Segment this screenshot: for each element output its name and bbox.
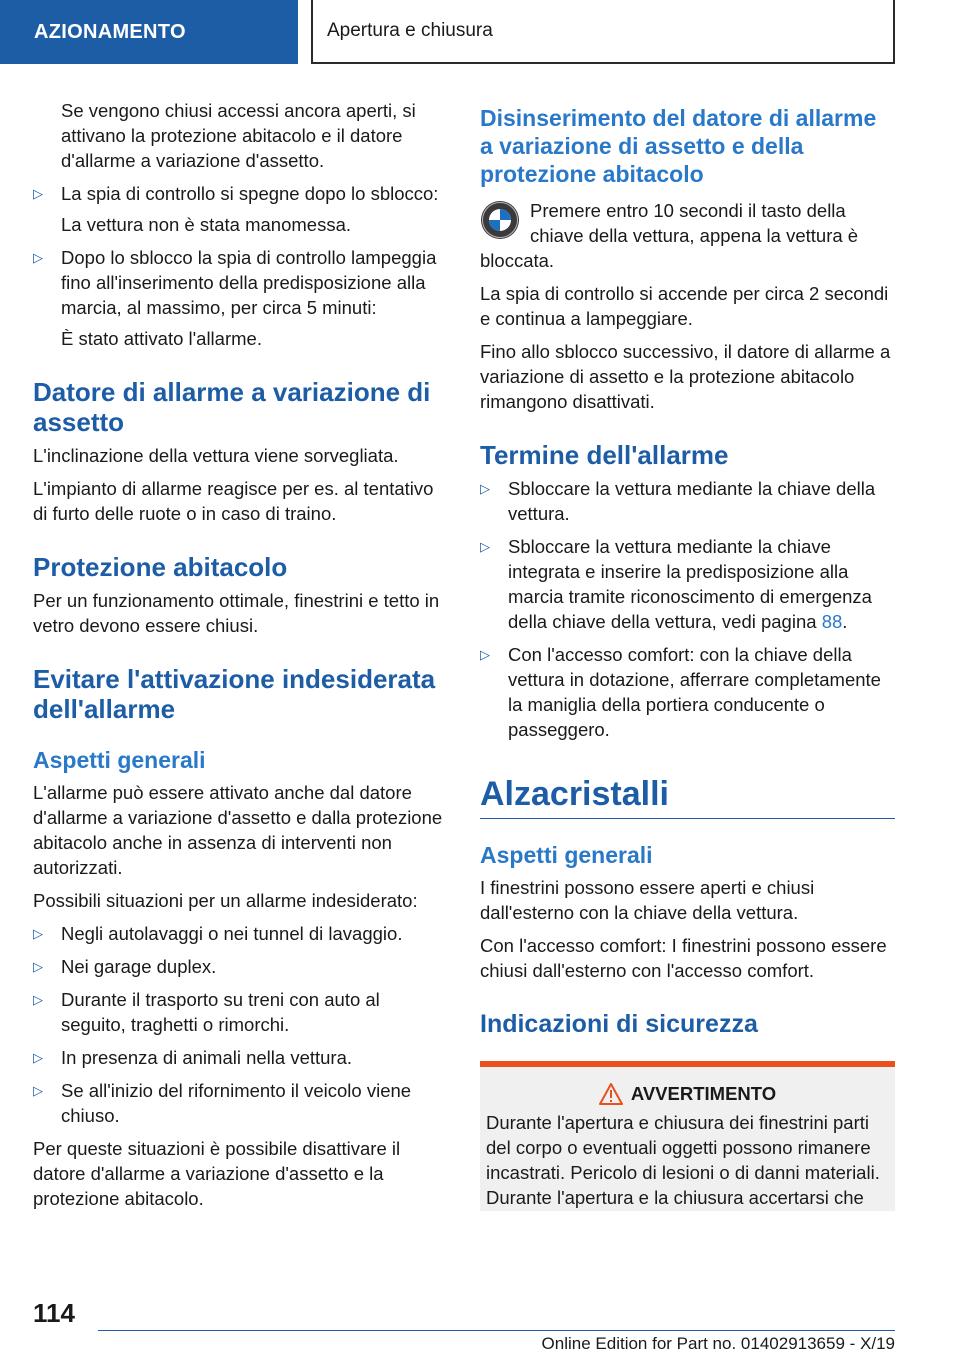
heading-interior-protection: Protezione abitacolo xyxy=(33,552,288,582)
triangle-right-icon: ▷ xyxy=(33,926,43,941)
list-item: ▷ Durante il trasporto su treni con auto al seguito, traghetti o rimorchi. xyxy=(33,989,380,1035)
triangle-right-icon: ▷ xyxy=(480,647,490,662)
list-item: ▷ Dopo lo sblocco la spia di controllo lampeggia fino all'inserimento della predisposizione alla marcia, al massimo, per circa 5 minuti: È stato attivato l'allarme. xyxy=(33,247,437,349)
subheading-general: Aspetti generali xyxy=(33,747,206,773)
list-item: ▷ La spia di controllo si spegne dopo lo sblocco: La vettura non è stata manomessa. xyxy=(33,183,439,235)
list-item: ▷ Sbloccare la vettura mediante la chiave integrata e inserire la predisposizione alla marcia tramite riconoscimento di emergenza della chiave della vettura, vedi pagina 88. xyxy=(480,536,872,632)
triangle-right-icon: ▷ xyxy=(33,250,43,265)
list-item: ▷ Sbloccare la vettura mediante la chiave della vettura. xyxy=(480,478,876,524)
page-number: 114 xyxy=(33,1298,75,1328)
list-item: ▷ Se all'inizio del rifornimento il veicolo viene chiuso. xyxy=(33,1080,412,1126)
triangle-right-icon: ▷ xyxy=(33,959,43,974)
triangle-right-icon: ▷ xyxy=(480,539,490,554)
heading-disable-alarm: Disinserimento del datore di allarme a variazione di assetto e della protezione abitacolo xyxy=(480,105,877,187)
paragraph: Con l'accesso comfort: I finestrini possono essere chiusi dall'esterno con l'accesso comfort. xyxy=(480,935,887,981)
paragraph: Per queste situazioni è possibile disattivare il datore d'allarme a variazione d'assetto e la protezione abitacolo. xyxy=(33,1138,401,1209)
left-column xyxy=(33,98,449,1219)
heading-avoid-false-alarm: Evitare l'attivazione indesiderata dell'allarme xyxy=(33,664,436,724)
list-item: ▷ In presenza di animali nella vettura. xyxy=(33,1047,353,1068)
heading-windows: Alzacristalli xyxy=(480,774,895,819)
triangle-right-icon: ▷ xyxy=(33,1050,43,1065)
list-item: ▷ Con l'accesso comfort: con la chiave della vettura in dotazione, afferrare completamente la maniglia della portiera conducente o passeggero. xyxy=(480,644,881,740)
paragraph: Possibili situazioni per un allarme indesiderato: xyxy=(33,890,418,911)
paragraph: I finestrini possono essere aperti e chiusi dall'esterno con la chiave della vettura. xyxy=(480,877,815,923)
paragraph: Per un funzionamento ottimale, finestrini e tetto in vetro devono essere chiusi. xyxy=(33,590,440,636)
paragraph: L'impianto di allarme reagisce per es. al tentativo di furto delle ruote o in caso di traino. xyxy=(33,478,434,524)
footer-edition: Online Edition for Part no. 01402913659 - X/19 xyxy=(541,1334,895,1353)
triangle-right-icon: ▷ xyxy=(480,481,490,496)
triangle-right-icon: ▷ xyxy=(33,186,43,201)
warning-box xyxy=(480,1061,895,1211)
list-item: ▷ Negli autolavaggi o nei tunnel di lavaggio. xyxy=(33,923,403,944)
bmw-logo-icon xyxy=(480,200,520,240)
right-column xyxy=(480,98,895,1211)
paragraph: L'inclinazione della vettura viene sorvegliata. xyxy=(33,445,399,466)
triangle-right-icon: ▷ xyxy=(33,1083,43,1098)
intro-paragraph: Se vengono chiusi accessi ancora aperti, si attivano la protezione abitacolo e il datore d'allarme a variazione d'assetto. xyxy=(61,100,416,171)
heading-end-alarm: Termine dell'allarme xyxy=(480,440,729,470)
list-item: ▷ Nei garage duplex. xyxy=(33,956,217,977)
paragraph: La spia di controllo si accende per circa 2 secondi e continua a lampeggiare. xyxy=(480,283,889,329)
subheading-general: Aspetti generali xyxy=(480,842,653,868)
paragraph: Fino allo sblocco successivo, il datore di allarme a variazione di assetto e la protezione abitacolo rimangono disattivati. xyxy=(480,341,891,412)
key-instruction: Premere entro 10 secondi il tasto della chiave della vettura, appena la vettura è bloccata. xyxy=(480,200,859,271)
warning-text: Durante l'apertura e chiusura dei finestrini parti del corpo o eventuali oggetti possono rimanere incastrati. Pericolo di lesioni o di danni materiali. Durante l'apertura e la chiusura accertarsi che xyxy=(486,1112,880,1208)
warning-title: AVVERTIMENTO xyxy=(630,1083,777,1104)
section-title: AZIONAMENTO xyxy=(34,20,186,43)
chapter-tab xyxy=(311,0,895,64)
heading-tilt-alarm: Datore di allarme a variazione di assetto xyxy=(33,377,431,437)
paragraph: L'allarme può essere attivato anche dal datore d'allarme a variazione d'assetto e dalla protezione abitacolo anche in assenza di interventi non autorizzati. xyxy=(33,782,443,878)
triangle-right-icon: ▷ xyxy=(33,992,43,1007)
heading-safety: Indicazioni di sicurezza xyxy=(480,1010,758,1038)
footer-divider xyxy=(98,1330,895,1331)
chapter-title: Apertura e chiusura xyxy=(327,20,493,41)
warning-triangle-icon xyxy=(599,1083,623,1105)
section-tab xyxy=(0,0,298,64)
page-link[interactable]: 88 xyxy=(821,611,843,632)
